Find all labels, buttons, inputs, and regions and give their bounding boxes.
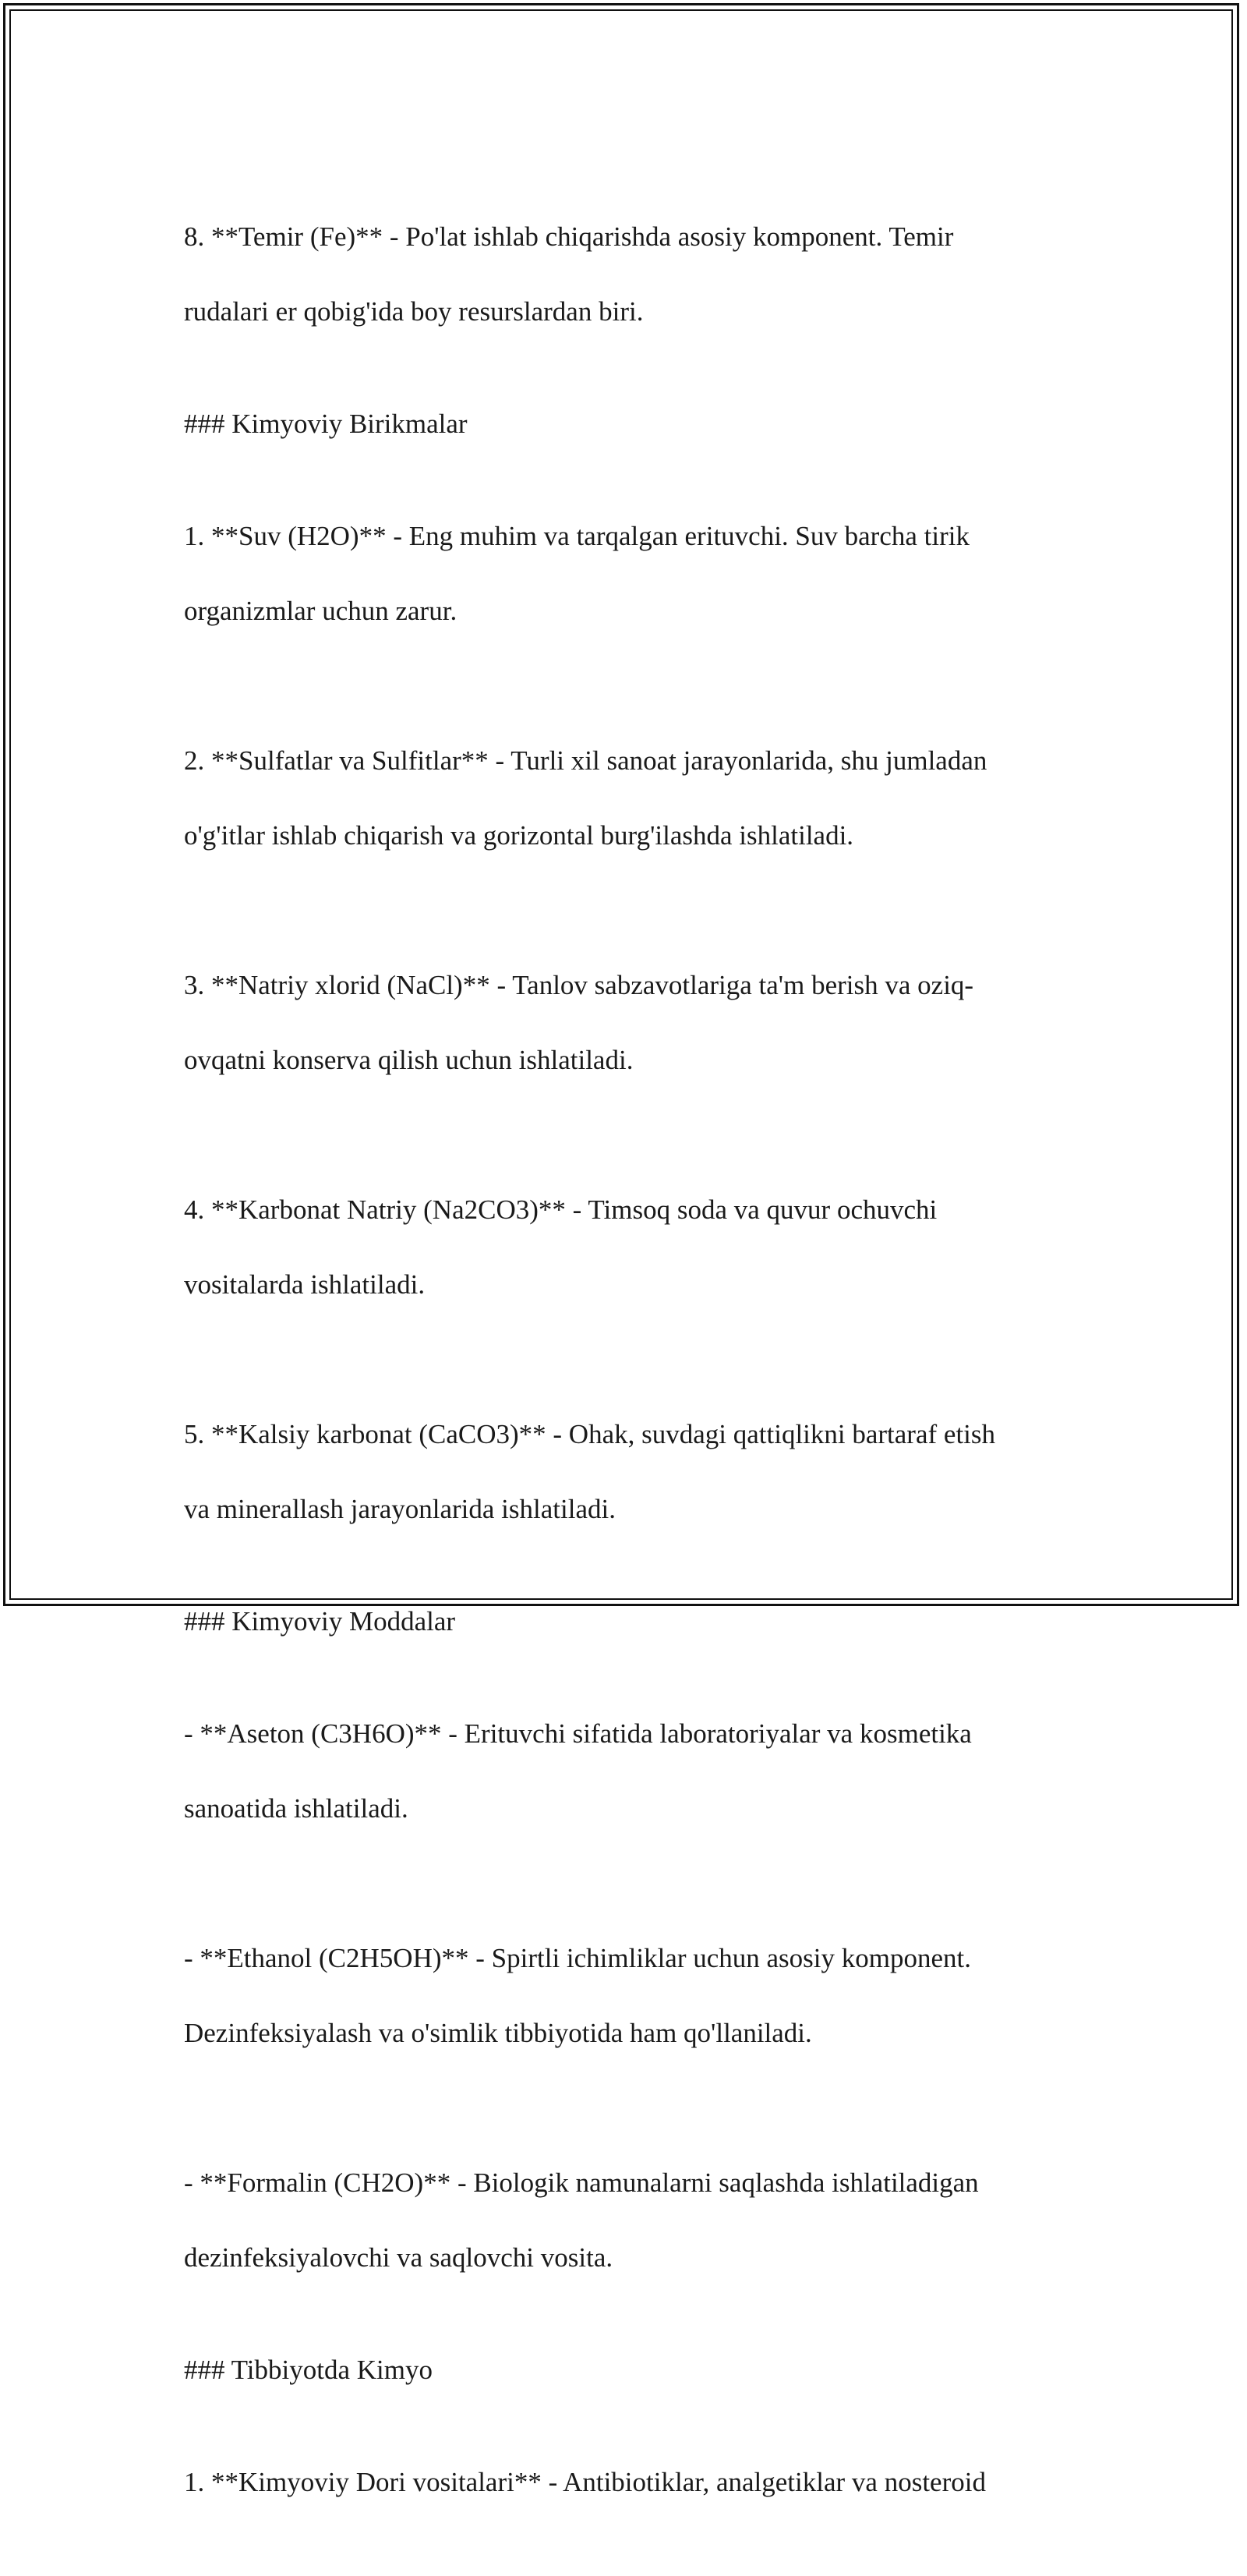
paragraph-kalsiy-karbonat xyxy=(184,1378,1072,1566)
heading-tibbiyotda-kimyo xyxy=(184,2351,1072,2389)
text-line: - **Formalin (CH2O)** - Biologik namunalarni saqlashda ishlatiladigan xyxy=(184,2167,979,2198)
paragraph-ethanol xyxy=(184,1902,1072,2089)
heading-text: ### Tibbiyotda Kimyo xyxy=(184,2355,433,2385)
text-line: organizmlar uchun zarur. xyxy=(184,596,457,626)
text-line: va minerallash jarayonlarida ishlatiladi. xyxy=(184,1494,616,1524)
paragraph-sulfatlar xyxy=(184,705,1072,892)
text-line: o'g'itlar ishlab chiqarish va gorizontal burg'ilashda ishlatiladi. xyxy=(184,820,854,851)
paragraph-natriy-xlorid xyxy=(184,929,1072,1116)
text-line: - **Aseton (C3H6O)** - Erituvchi sifatida laboratoriyalar va kosmetika xyxy=(184,1718,972,1749)
text-line: vositalarda ishlatiladi. xyxy=(184,1269,426,1300)
paragraph-aseton xyxy=(184,1678,1072,1865)
text-line: 2. **Sulfatlar va Sulfitlar** - Turli xil sanoat jarayonlarida, shu jumladan xyxy=(184,745,987,776)
text-line: 1. **Suv (H2O)** - Eng muhim va tarqalgan erituvchi. Suv barcha tirik xyxy=(184,521,970,551)
text-line: dezinfeksiyalovchi va saqlovchi vosita. xyxy=(184,2242,613,2273)
text-line: 8. **Temir (Fe)** - Po'lat ishlab chiqarishda asosiy komponent. Temir xyxy=(184,221,954,252)
text-line: 4. **Karbonat Natriy (Na2CO3)** - Timsoq soda va quvur ochuvchi xyxy=(184,1194,938,1225)
text-line: sanoatida ishlatiladi. xyxy=(184,1793,408,1824)
heading-text: ### Kimyoviy Birikmalar xyxy=(184,409,468,439)
paragraph-karbonat-natriy xyxy=(184,1154,1072,1341)
text-line: ovqatni konserva qilish uchun ishlatiladi. xyxy=(184,1045,634,1075)
text-line: - **Ethanol (C2H5OH)** - Spirtli ichimliklar uchun asosiy komponent. xyxy=(184,1943,972,1973)
text-line: 3. **Natriy xlorid (NaCl)** - Tanlov sabzavotlariga ta'm berish va oziq- xyxy=(184,970,974,1000)
text-line: 5. **Kalsiy karbonat (CaCO3)** - Ohak, suvdagi qattiqlikni bartaraf etish xyxy=(184,1419,996,1449)
paragraph-dori-vositalari xyxy=(184,2426,1072,2539)
paragraph-temir xyxy=(184,181,1072,368)
text-line: Dezinfeksiyalash va o'simlik tibbiyotida ham qo'llaniladi. xyxy=(184,2018,812,2048)
paragraph-suv xyxy=(184,480,1072,667)
text-line: 1. **Kimyoviy Dori vositalari** - Antibiotiklar, analgetiklar va nosteroid xyxy=(184,2467,986,2497)
document-body xyxy=(184,181,1072,2576)
paragraph-formalin xyxy=(184,2127,1072,2314)
text-line: rudalari er qobig'ida boy resurslardan biri. xyxy=(184,296,644,327)
heading-kimyoviy-moddalar xyxy=(184,1603,1072,1640)
heading-text: ### Kimyoviy Moddalar xyxy=(184,1606,456,1637)
heading-kimyoviy-birikmalar xyxy=(184,405,1072,443)
